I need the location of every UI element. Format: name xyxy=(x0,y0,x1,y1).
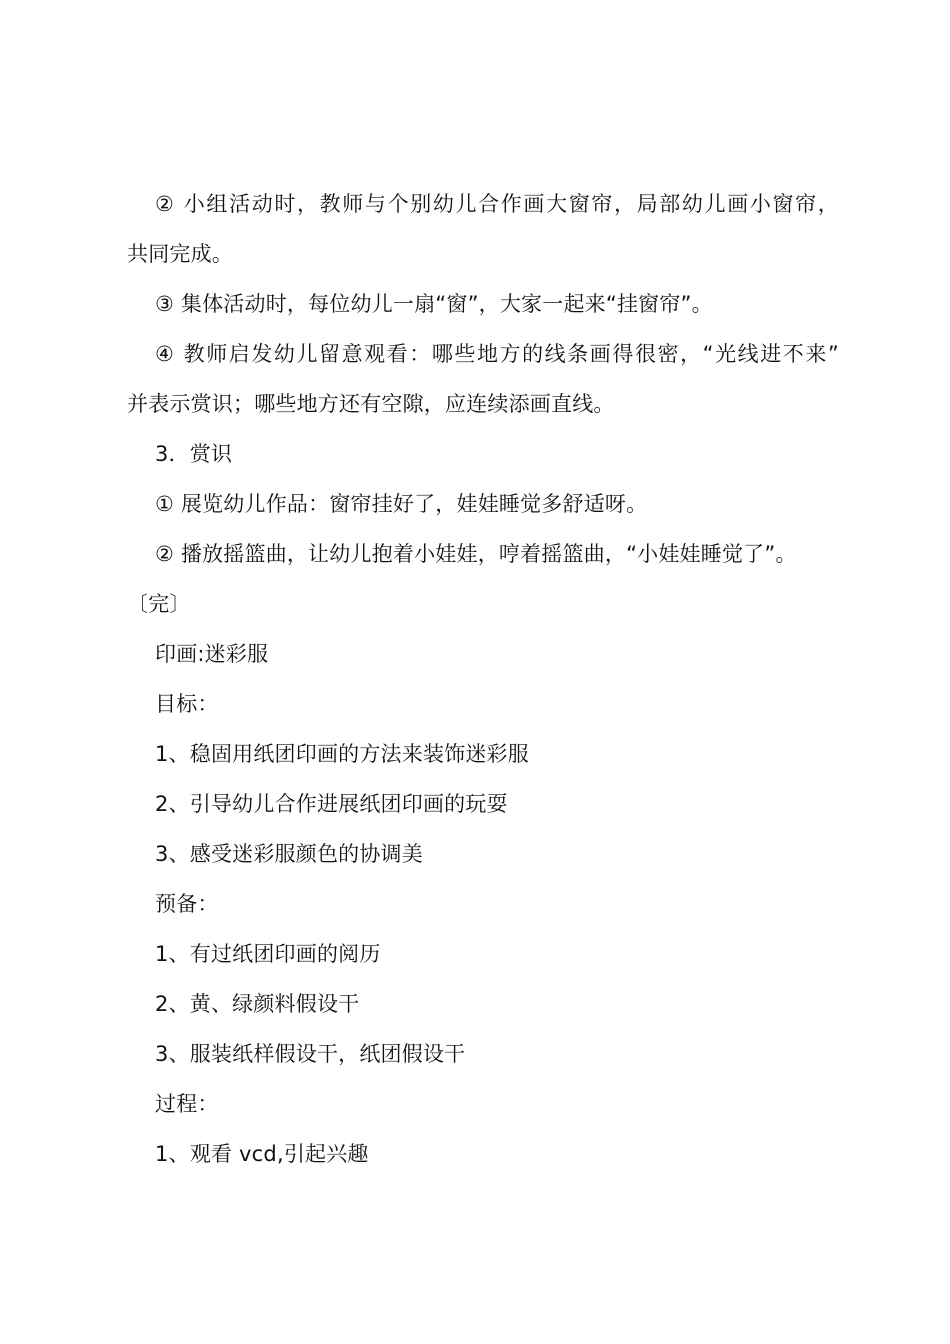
goal-item-1: 1、稳固用纸团印画的方法来装饰迷彩服 xyxy=(155,742,529,766)
section-heading-appreciation: 3．赏识 xyxy=(155,442,233,466)
section-heading-preparation: 预备： xyxy=(155,892,219,916)
lesson-title: 印画:迷彩服 xyxy=(155,642,269,666)
paragraph-line-1: ② 小组活动时，教师与个别幼儿合作画大窗帘，局部幼儿画小窗帘， xyxy=(155,192,839,216)
paragraph-line-2: 共同完成。 xyxy=(127,242,233,266)
document-body xyxy=(127,179,839,1179)
paragraph-line-8: ② 播放摇篮曲，让幼儿抱着小娃娃，哼着摇篮曲，“小娃娃睡觉了”。 xyxy=(155,542,797,566)
end-mark: 〔完〕 xyxy=(127,592,191,616)
preparation-item-2: 2、黄、绿颜料假设干 xyxy=(155,992,360,1016)
goal-item-2: 2、引导幼儿合作进展纸团印画的玩耍 xyxy=(155,792,508,816)
section-heading-goals: 目标： xyxy=(155,692,219,716)
paragraph-line-4: ④ 教师启发幼儿留意观看：哪些地方的线条画得很密，“光线进不来” xyxy=(155,342,839,366)
preparation-item-1: 1、有过纸团印画的阅历 xyxy=(155,942,381,966)
paragraph-line-3: ③ 集体活动时，每位幼儿一扇“窗”，大家一起来“挂窗帘”。 xyxy=(155,292,713,316)
section-heading-process: 过程： xyxy=(155,1092,219,1116)
preparation-item-3: 3、服装纸样假设干，纸团假设干 xyxy=(155,1042,466,1066)
process-item-1: 1、观看 vcd,引起兴趣 xyxy=(155,1142,369,1166)
paragraph-line-5: 并表示赏识；哪些地方还有空隙，应连续添画直线。 xyxy=(127,392,615,416)
goal-item-3: 3、感受迷彩服颜色的协调美 xyxy=(155,842,423,866)
paragraph-line-7: ① 展览幼儿作品：窗帘挂好了，娃娃睡觉多舒适呀。 xyxy=(155,492,648,516)
